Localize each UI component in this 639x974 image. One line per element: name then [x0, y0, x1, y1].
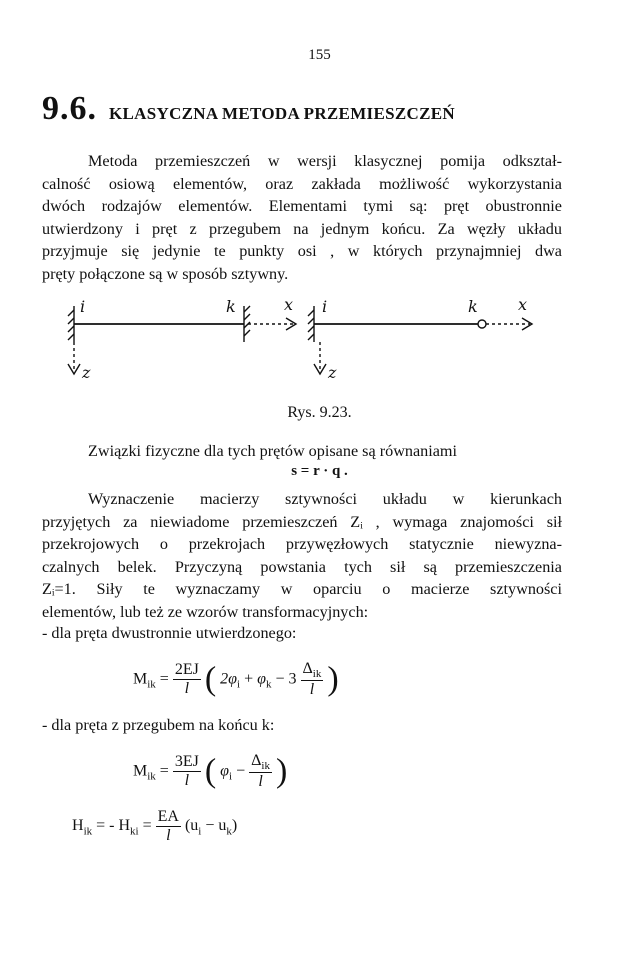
figure-caption: Rys. 9.23.: [287, 404, 352, 421]
fixed-hinged-member: [308, 295, 532, 382]
list-item-fixed: - dla pręta dwustronnie utwierdzonego:: [42, 624, 297, 642]
paragraph-line: czalnych belek. Przyczyną powstania tych sił są przemieszczenia: [42, 557, 562, 576]
fraction: $\frac{\Delta_{ik}}{l}$: [251, 752, 270, 791]
label-k: k: [468, 297, 478, 316]
paragraph-line: Wyznaczenie macierzy sztywności układu w kierunkach: [88, 490, 562, 508]
label-x: x: [284, 295, 294, 314]
paragraph-line: pręty połączone są w sposób sztywny.: [42, 264, 289, 283]
fraction: $\frac{2EJ}{l}$: [174, 661, 199, 698]
paragraph-line: elementów, lub też ze wzorów transformacyjnych:: [42, 602, 369, 621]
paragraph-line: przyjmuje się jedynie te punkty osi , w których przynajmniej dwa: [42, 242, 562, 261]
section-title: KLASYCZNA METODA PRZEMIESZCZEŃ: [109, 104, 455, 123]
fraction: $\frac{\Delta_{ik}}{l}$: [302, 660, 322, 699]
section-number: 9.6.: [42, 90, 97, 127]
physical-relation-equation: s = r · q .: [291, 463, 348, 479]
hinge: [478, 320, 486, 328]
label-z: z: [328, 363, 337, 382]
label-i: i: [80, 297, 86, 316]
page-number: 155: [308, 47, 331, 63]
fraction: $\frac{3EJ}{l}$: [174, 753, 199, 790]
label-z: z: [82, 363, 91, 382]
paragraph-line: utwierdzony i pręt z przegubem na jednym końcu. Za węzły układu: [42, 219, 562, 238]
list-item-hinged: - dla pręta z przegubem na końcu k:: [42, 716, 275, 734]
paragraph-line: Metoda przemieszczeń w wersji klasycznej pomija odkształ-: [88, 152, 562, 170]
paragraph-line: Zᵢ=1. Siły te wyznaczamy w oparciu o macierze sztywności: [42, 580, 562, 599]
physical-relation-text: Związki fizyczne dla tych prętów opisane są równaniami: [88, 442, 458, 460]
intro-paragraph: [42, 150, 562, 286]
formula-axial-force: $H_{ik}$ = - $H_{ki}$ = $\frac{EA}{l}$ $(u_i - u_k)$: [72, 808, 238, 844]
paragraph-line: calność osiową elementów, oraz zakłada możliwość wykorzystania: [42, 174, 562, 193]
formula-fixed-moment: $M_{ik}$ = $\frac{2EJ}{l}$ ( $2\varphi_i + \varphi_k - 3$ $\frac{\Delta_{ik}}{l}$ ): [133, 660, 339, 699]
formula-hinged-moment: $M_{ik}$ = $\frac{3EJ}{l}$ ( $\varphi_i$ − $\frac{\Delta_{ik}}{l}$ ): [133, 752, 288, 791]
paragraph-line: przyjętych za niewiadome przemieszczeń Zᵢ , wymaga znajomości sił: [42, 512, 562, 531]
paragraph-line: przekrojowych o przekrojach przywęzłowych statycznie niewyzna-: [42, 535, 562, 554]
fraction: $\frac{EA}{l}$: [157, 808, 179, 844]
label-i: i: [322, 297, 328, 316]
section-heading: [42, 90, 455, 128]
beam-figure: [60, 290, 560, 390]
label-x: x: [518, 295, 528, 314]
paragraph-line: dwóch rodzajów elementów. Elementami tymi są: pręt obustronnie: [42, 197, 562, 216]
label-k: k: [226, 297, 236, 316]
stiffness-paragraph: [42, 488, 562, 624]
fixed-fixed-member: [68, 295, 296, 382]
